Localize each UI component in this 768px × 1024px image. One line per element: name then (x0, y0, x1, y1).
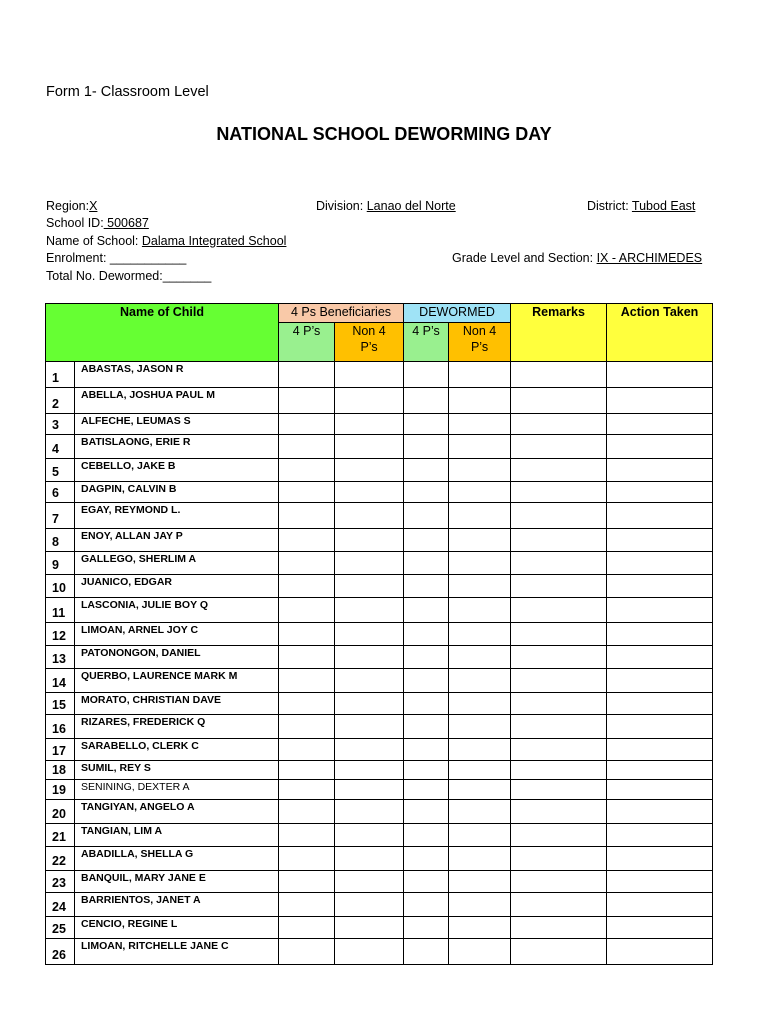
cell-action-taken (607, 623, 713, 646)
cell-non4ps-dewormed (449, 414, 511, 435)
cell-non4ps-dewormed (449, 529, 511, 552)
row-number: 9 (46, 552, 75, 575)
cell-4ps-dewormed (404, 715, 449, 739)
table-row (46, 739, 713, 761)
cell-4ps-beneficiary (279, 939, 335, 965)
cell-4ps-beneficiary (279, 623, 335, 646)
cell-4ps-beneficiary (279, 847, 335, 871)
cell-remarks (511, 893, 607, 917)
cell-4ps-dewormed (404, 917, 449, 939)
table-row (46, 482, 713, 503)
cell-non4ps-beneficiary (335, 739, 404, 761)
child-name: SENINING, DEXTER A (75, 780, 279, 800)
row-number: 14 (46, 669, 75, 693)
cell-action-taken (607, 598, 713, 623)
district-value: Tubod East (631, 199, 696, 213)
cell-non4ps-dewormed (449, 388, 511, 414)
cell-non4ps-beneficiary (335, 503, 404, 529)
cell-4ps-dewormed (404, 435, 449, 459)
region-value: X (89, 199, 98, 213)
cell-action-taken (607, 939, 713, 965)
cell-4ps-beneficiary (279, 693, 335, 715)
cell-non4ps-dewormed (449, 693, 511, 715)
child-name: TANGIAN, LIM A (75, 824, 279, 847)
child-name: QUERBO, LAURENCE MARK M (75, 669, 279, 693)
roster-body (46, 362, 713, 965)
cell-action-taken (607, 739, 713, 761)
cell-non4ps-dewormed (449, 800, 511, 824)
cell-4ps-beneficiary (279, 459, 335, 482)
cell-4ps-dewormed (404, 503, 449, 529)
table-row (46, 693, 713, 715)
child-name: BANQUIL, MARY JANE E (75, 871, 279, 893)
table-row (46, 847, 713, 871)
cell-4ps-dewormed (404, 529, 449, 552)
cell-action-taken (607, 575, 713, 598)
enrolment-field: Enrolment: ___________ (46, 251, 187, 265)
child-name: RIZARES, FREDERICK Q (75, 715, 279, 739)
cell-4ps-dewormed (404, 388, 449, 414)
table-row (46, 435, 713, 459)
child-name: CENCIO, REGINE L (75, 917, 279, 939)
cell-4ps-beneficiary (279, 503, 335, 529)
table-row (46, 715, 713, 739)
cell-remarks (511, 739, 607, 761)
cell-non4ps-dewormed (449, 435, 511, 459)
cell-4ps-dewormed (404, 598, 449, 623)
child-name: JUANICO, EDGAR (75, 575, 279, 598)
cell-non4ps-beneficiary (335, 939, 404, 965)
cell-action-taken (607, 646, 713, 669)
table-row (46, 761, 713, 780)
row-number: 18 (46, 761, 75, 780)
cell-remarks (511, 917, 607, 939)
cell-4ps-dewormed (404, 362, 449, 388)
cell-non4ps-dewormed (449, 847, 511, 871)
cell-remarks (511, 669, 607, 693)
subheader-4ps-beneficiaries: 4 P’s (279, 323, 335, 362)
cell-non4ps-beneficiary (335, 575, 404, 598)
cell-non4ps-dewormed (449, 598, 511, 623)
deworming-roster-table (45, 303, 713, 965)
cell-non4ps-beneficiary (335, 623, 404, 646)
subheader-4ps-dewormed: 4 P’s (404, 323, 449, 362)
cell-non4ps-beneficiary (335, 388, 404, 414)
child-name: ABADILLA, SHELLA G (75, 847, 279, 871)
header-dewormed: DEWORMED (404, 304, 511, 323)
cell-action-taken (607, 761, 713, 780)
cell-4ps-dewormed (404, 552, 449, 575)
cell-action-taken (607, 847, 713, 871)
cell-non4ps-beneficiary (335, 414, 404, 435)
row-number: 2 (46, 388, 75, 414)
region-field (46, 199, 97, 213)
cell-4ps-dewormed (404, 459, 449, 482)
cell-non4ps-dewormed (449, 917, 511, 939)
cell-non4ps-beneficiary (335, 459, 404, 482)
cell-4ps-beneficiary (279, 598, 335, 623)
row-number: 12 (46, 623, 75, 646)
district-field (587, 199, 695, 213)
cell-non4ps-dewormed (449, 939, 511, 965)
cell-4ps-beneficiary (279, 414, 335, 435)
child-name: LIMOAN, RITCHELLE JANE C (75, 939, 279, 965)
table-row (46, 414, 713, 435)
cell-non4ps-dewormed (449, 715, 511, 739)
cell-remarks (511, 693, 607, 715)
form-label: Form 1- Classroom Level (46, 84, 209, 100)
cell-4ps-beneficiary (279, 761, 335, 780)
cell-4ps-beneficiary (279, 435, 335, 459)
row-number: 19 (46, 780, 75, 800)
cell-action-taken (607, 459, 713, 482)
cell-remarks (511, 598, 607, 623)
cell-remarks (511, 646, 607, 669)
table-row (46, 646, 713, 669)
cell-4ps-dewormed (404, 893, 449, 917)
cell-4ps-beneficiary (279, 893, 335, 917)
cell-remarks (511, 503, 607, 529)
child-name: MORATO, CHRISTIAN DAVE (75, 693, 279, 715)
table-row (46, 362, 713, 388)
region-label: Region: (46, 199, 90, 213)
cell-non4ps-beneficiary (335, 780, 404, 800)
cell-remarks (511, 414, 607, 435)
table-row (46, 780, 713, 800)
child-name: CEBELLO, JAKE B (75, 459, 279, 482)
row-number: 13 (46, 646, 75, 669)
subheader-non4ps-dewormed (449, 323, 511, 362)
total-dewormed-field: Total No. Dewormed:_______ (46, 269, 212, 283)
grade-section-field (452, 251, 702, 265)
cell-action-taken (607, 669, 713, 693)
subheader-non4ps-dewormed-line2: P’s (470, 340, 489, 354)
school-id-label: School ID: (46, 216, 104, 230)
row-number: 23 (46, 871, 75, 893)
cell-action-taken (607, 552, 713, 575)
page-title: NATIONAL SCHOOL DEWORMING DAY (216, 124, 552, 144)
table-row (46, 893, 713, 917)
cell-4ps-dewormed (404, 800, 449, 824)
table-row (46, 917, 713, 939)
cell-non4ps-dewormed (449, 459, 511, 482)
cell-non4ps-dewormed (449, 824, 511, 847)
cell-non4ps-dewormed (449, 739, 511, 761)
row-number: 10 (46, 575, 75, 598)
row-number: 6 (46, 482, 75, 503)
child-name: ABASTAS, JASON R (75, 362, 279, 388)
cell-4ps-dewormed (404, 669, 449, 693)
cell-non4ps-beneficiary (335, 482, 404, 503)
row-number: 26 (46, 939, 75, 965)
cell-remarks (511, 388, 607, 414)
cell-action-taken (607, 917, 713, 939)
row-number: 1 (46, 362, 75, 388)
child-name: BATISLAONG, ERIE R (75, 435, 279, 459)
child-name: LASCONIA, JULIE BOY Q (75, 598, 279, 623)
cell-4ps-dewormed (404, 871, 449, 893)
cell-remarks (511, 529, 607, 552)
cell-4ps-dewormed (404, 623, 449, 646)
child-name: SUMIL, REY S (75, 761, 279, 780)
cell-action-taken (607, 529, 713, 552)
row-number: 16 (46, 715, 75, 739)
cell-4ps-beneficiary (279, 669, 335, 693)
cell-non4ps-dewormed (449, 669, 511, 693)
subheader-non4ps-dewormed-line1: Non 4 (462, 324, 497, 338)
child-name: GALLEGO, SHERLIM A (75, 552, 279, 575)
cell-non4ps-beneficiary (335, 646, 404, 669)
cell-action-taken (607, 693, 713, 715)
cell-non4ps-dewormed (449, 780, 511, 800)
cell-action-taken (607, 414, 713, 435)
cell-remarks (511, 824, 607, 847)
cell-action-taken (607, 871, 713, 893)
cell-remarks (511, 362, 607, 388)
cell-non4ps-beneficiary (335, 847, 404, 871)
school-id-field (46, 216, 149, 230)
cell-non4ps-beneficiary (335, 871, 404, 893)
cell-non4ps-beneficiary (335, 824, 404, 847)
child-name: PATONONGON, DANIEL (75, 646, 279, 669)
division-label: Division: (316, 199, 364, 213)
row-number: 8 (46, 529, 75, 552)
table-row (46, 552, 713, 575)
row-number: 21 (46, 824, 75, 847)
table-row (46, 623, 713, 646)
cell-remarks (511, 459, 607, 482)
cell-action-taken (607, 503, 713, 529)
cell-non4ps-beneficiary (335, 761, 404, 780)
row-number: 17 (46, 739, 75, 761)
table-row (46, 503, 713, 529)
cell-non4ps-beneficiary (335, 893, 404, 917)
child-name: ALFECHE, LEUMAS S (75, 414, 279, 435)
district-label: District: (587, 199, 629, 213)
cell-non4ps-beneficiary (335, 435, 404, 459)
cell-4ps-beneficiary (279, 780, 335, 800)
cell-remarks (511, 552, 607, 575)
cell-4ps-dewormed (404, 646, 449, 669)
school-id-value: 500687 (103, 216, 149, 230)
cell-4ps-dewormed (404, 824, 449, 847)
cell-4ps-beneficiary (279, 917, 335, 939)
cell-4ps-beneficiary (279, 552, 335, 575)
cell-non4ps-beneficiary (335, 669, 404, 693)
cell-action-taken (607, 435, 713, 459)
row-number: 22 (46, 847, 75, 871)
school-name-value: Dalama Integrated School (141, 234, 287, 248)
cell-4ps-dewormed (404, 575, 449, 598)
cell-4ps-beneficiary (279, 824, 335, 847)
cell-remarks (511, 482, 607, 503)
cell-4ps-beneficiary (279, 739, 335, 761)
child-name: SARABELLO, CLERK C (75, 739, 279, 761)
cell-non4ps-beneficiary (335, 362, 404, 388)
cell-non4ps-beneficiary (335, 800, 404, 824)
header-remarks: Remarks (511, 304, 607, 362)
header-4ps-beneficiaries: 4 Ps Beneficiaries (279, 304, 404, 323)
cell-action-taken (607, 800, 713, 824)
cell-4ps-dewormed (404, 939, 449, 965)
cell-remarks (511, 800, 607, 824)
cell-4ps-beneficiary (279, 800, 335, 824)
child-name: TANGIYAN, ANGELO A (75, 800, 279, 824)
cell-4ps-dewormed (404, 482, 449, 503)
row-number: 11 (46, 598, 75, 623)
cell-4ps-dewormed (404, 693, 449, 715)
table-row (46, 939, 713, 965)
cell-non4ps-dewormed (449, 503, 511, 529)
cell-non4ps-dewormed (449, 761, 511, 780)
cell-remarks (511, 871, 607, 893)
table-row (46, 800, 713, 824)
cell-remarks (511, 715, 607, 739)
table-row (46, 529, 713, 552)
subheader-non4ps-line1: Non 4 (352, 324, 386, 338)
row-number: 3 (46, 414, 75, 435)
cell-remarks (511, 435, 607, 459)
child-name: DAGPIN, CALVIN B (75, 482, 279, 503)
cell-4ps-beneficiary (279, 646, 335, 669)
school-name-label: Name of School: (46, 234, 139, 248)
cell-4ps-dewormed (404, 761, 449, 780)
cell-non4ps-dewormed (449, 552, 511, 575)
row-number: 7 (46, 503, 75, 529)
cell-action-taken (607, 780, 713, 800)
header-action-taken: Action Taken (607, 304, 713, 362)
row-number: 4 (46, 435, 75, 459)
cell-non4ps-beneficiary (335, 693, 404, 715)
school-name-field (46, 234, 286, 248)
cell-non4ps-beneficiary (335, 598, 404, 623)
table-row (46, 598, 713, 623)
child-name: LIMOAN, ARNEL JOY C (75, 623, 279, 646)
cell-remarks (511, 575, 607, 598)
cell-non4ps-dewormed (449, 362, 511, 388)
cell-remarks (511, 780, 607, 800)
subheader-non4ps-beneficiaries (335, 323, 404, 362)
subheader-non4ps-line2: P’s (360, 340, 378, 354)
row-number: 5 (46, 459, 75, 482)
cell-non4ps-dewormed (449, 482, 511, 503)
cell-4ps-dewormed (404, 847, 449, 871)
cell-4ps-beneficiary (279, 362, 335, 388)
table-row (46, 459, 713, 482)
cell-4ps-beneficiary (279, 482, 335, 503)
division-field (316, 199, 456, 213)
table-row (46, 388, 713, 414)
child-name: ENOY, ALLAN JAY P (75, 529, 279, 552)
cell-remarks (511, 939, 607, 965)
child-name: BARRIENTOS, JANET A (75, 893, 279, 917)
cell-action-taken (607, 715, 713, 739)
cell-4ps-dewormed (404, 739, 449, 761)
header-name-of-child: Name of Child (46, 304, 279, 362)
cell-remarks (511, 623, 607, 646)
table-row (46, 575, 713, 598)
cell-non4ps-beneficiary (335, 529, 404, 552)
table-row (46, 669, 713, 693)
cell-action-taken (607, 824, 713, 847)
cell-non4ps-beneficiary (335, 715, 404, 739)
cell-action-taken (607, 893, 713, 917)
cell-non4ps-dewormed (449, 623, 511, 646)
cell-action-taken (607, 388, 713, 414)
row-number: 25 (46, 917, 75, 939)
child-name: ABELLA, JOSHUA PAUL M (75, 388, 279, 414)
cell-remarks (511, 847, 607, 871)
cell-4ps-beneficiary (279, 871, 335, 893)
cell-4ps-beneficiary (279, 388, 335, 414)
table-row (46, 824, 713, 847)
cell-remarks (511, 761, 607, 780)
cell-action-taken (607, 482, 713, 503)
cell-4ps-dewormed (404, 780, 449, 800)
grade-section-value: IX - ARCHIMEDES (596, 251, 703, 265)
cell-non4ps-dewormed (449, 575, 511, 598)
cell-4ps-beneficiary (279, 715, 335, 739)
cell-action-taken (607, 362, 713, 388)
row-number: 20 (46, 800, 75, 824)
row-number: 24 (46, 893, 75, 917)
table-row (46, 871, 713, 893)
cell-4ps-beneficiary (279, 575, 335, 598)
cell-4ps-beneficiary (279, 529, 335, 552)
cell-non4ps-dewormed (449, 871, 511, 893)
cell-non4ps-beneficiary (335, 552, 404, 575)
grade-section-label: Grade Level and Section: (452, 251, 594, 265)
cell-non4ps-dewormed (449, 893, 511, 917)
cell-non4ps-beneficiary (335, 917, 404, 939)
child-name: EGAY, REYMOND L. (75, 503, 279, 529)
cell-non4ps-dewormed (449, 646, 511, 669)
division-value: Lanao del Norte (366, 199, 456, 213)
row-number: 15 (46, 693, 75, 715)
cell-4ps-dewormed (404, 414, 449, 435)
